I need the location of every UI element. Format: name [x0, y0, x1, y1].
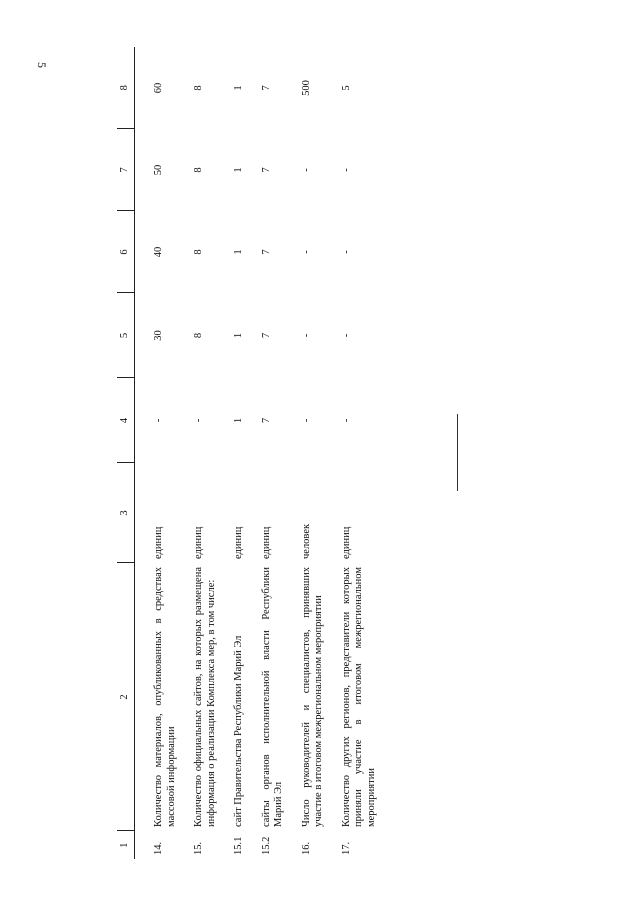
indicator-name: сайт Правительства Республики Марий Эл — [233, 635, 244, 827]
page-number: 5 — [35, 62, 49, 68]
column-header: 1 — [117, 831, 135, 859]
value-cell: - — [340, 250, 352, 254]
indicator-name: Количество официальных сайтов, на которых размещена информация о реализации Комплекса мер, в том числе: — [193, 567, 217, 827]
value-cell: 50 — [153, 164, 164, 176]
table-row — [301, 47, 341, 859]
value-cell: 7 — [260, 417, 272, 424]
indicator-name: Количество материалов, опубликованных в средствах массовой информации — [153, 567, 177, 827]
value-cell: 5 — [340, 85, 352, 91]
table-row — [135, 47, 194, 859]
value-cell: 7 — [260, 167, 272, 173]
row-number: 16. — [300, 841, 312, 855]
value-cell: 7 — [260, 332, 272, 339]
table-header-row — [117, 47, 135, 859]
row-number: 14. — [153, 841, 164, 855]
table-row — [261, 47, 301, 859]
value-cell: - — [340, 333, 352, 338]
value-cell: 60 — [153, 82, 164, 94]
unit-cell: человек — [300, 523, 312, 559]
column-header: 6 — [117, 211, 135, 293]
value-cell: - — [340, 418, 352, 423]
value-cell: 8 — [193, 167, 204, 173]
table-container — [117, 47, 522, 859]
value-cell: 8 — [193, 85, 204, 91]
value-cell: 1 — [233, 249, 244, 255]
indicator-name: Количество других регионов, представители которых приняли участие в итоговом межрегиональном мероприятии — [340, 567, 377, 827]
unit-cell: единиц — [260, 526, 272, 559]
column-header: 4 — [117, 378, 135, 463]
row-number: 17. — [340, 841, 352, 855]
value-cell: 1 — [233, 167, 244, 173]
column-header: 2 — [117, 563, 135, 831]
closing-divider-line — [457, 414, 458, 491]
unit-cell: единиц — [193, 526, 204, 559]
indicator-name: Число руководителей и специалистов, принявших участие в итоговом межрегиональном мероприятии — [300, 567, 324, 827]
value-cell: - — [300, 333, 312, 338]
value-cell: 8 — [193, 249, 204, 255]
value-cell: - — [300, 418, 312, 423]
table-row — [233, 47, 261, 859]
row-number: 15.1 — [233, 836, 244, 855]
value-cell: - — [340, 168, 352, 172]
value-cell: - — [300, 250, 312, 254]
value-cell: 40 — [153, 246, 164, 258]
column-header: 5 — [117, 293, 135, 378]
indicator-name: сайты органов исполнительной власти Республики Марий Эл — [260, 567, 284, 827]
unit-cell: единиц — [340, 526, 352, 559]
row-number: 15.2 — [260, 836, 272, 855]
table-row — [341, 47, 394, 859]
column-header: 8 — [117, 47, 135, 129]
value-cell: - — [193, 418, 204, 423]
value-cell: - — [300, 168, 312, 172]
value-cell: 1 — [233, 417, 244, 424]
table-row — [193, 47, 233, 859]
value-cell: 30 — [153, 330, 164, 341]
indicators-table — [117, 47, 393, 859]
value-cell: 1 — [233, 332, 244, 339]
unit-cell: единиц — [233, 526, 244, 559]
column-header: 7 — [117, 129, 135, 211]
row-number: 15. — [193, 841, 204, 855]
value-cell: 500 — [300, 80, 312, 96]
value-cell: - — [153, 418, 164, 423]
unit-cell: единиц — [153, 526, 164, 559]
column-header: 3 — [117, 463, 135, 563]
value-cell: 7 — [260, 249, 272, 255]
value-cell: 8 — [193, 332, 204, 339]
value-cell: 7 — [260, 85, 272, 91]
value-cell: 1 — [233, 85, 244, 91]
